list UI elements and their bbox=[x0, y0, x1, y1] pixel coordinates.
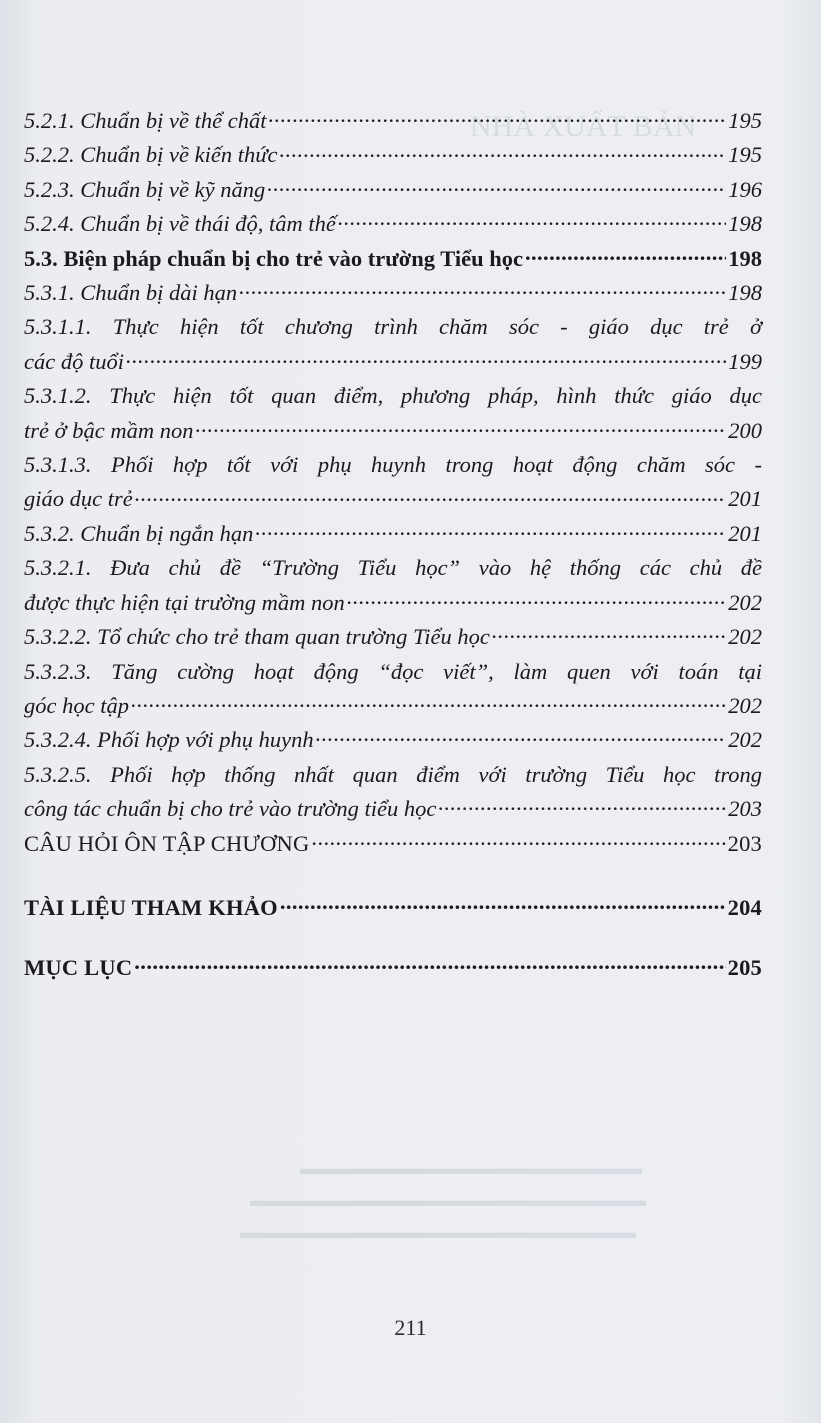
toc-entry-first-line: 5.3.1.2. Thực hiện tốt quan điểm, phương pháp, hình thức giáo dục bbox=[24, 383, 762, 409]
toc-entry-page: 201 bbox=[728, 486, 762, 512]
toc-entry-first-line: 5.3.1.1. Thực hiện tốt chương trình chăm sóc - giáo dục trẻ ở bbox=[24, 314, 762, 340]
toc-entry-5-3-2 bbox=[24, 517, 762, 551]
toc-entry-5-2-3 bbox=[24, 173, 762, 207]
dot-leader bbox=[134, 953, 725, 976]
toc-entry-first-line: 5.3.1.3. Phối hợp tốt với phụ huynh trong hoạt động chăm sóc - bbox=[24, 452, 762, 478]
toc-entry-label: TÀI LIỆU THAM KHẢO bbox=[24, 894, 278, 920]
toc-entry-5-3-2-2 bbox=[24, 620, 762, 654]
toc-entry-5-2-4 bbox=[24, 207, 762, 241]
toc-entry-label: CÂU HỎI ÔN TẬP CHƯƠNG bbox=[24, 830, 310, 856]
toc-entry-label: 5.3.2.4. Phối hợp với phụ huynh bbox=[24, 727, 314, 753]
toc-entry-label: 5.3. Biện pháp chuẩn bị cho trẻ vào trường Tiểu học bbox=[24, 245, 523, 271]
toc-entry-page: 203 bbox=[728, 796, 762, 822]
show-through-text: NHÀ XUẤT BẢN ▬▬▬▬▬▬▬▬▬▬▬▬▬▬▬▬▬▬▬ ▬▬▬▬▬▬▬▬▬▬▬▬▬▬▬▬▬▬▬▬▬▬ ▬▬▬▬▬▬▬▬▬▬▬▬▬▬▬▬▬▬▬▬▬▬ bbox=[240, 110, 697, 1242]
dot-leader bbox=[131, 690, 726, 713]
dot-leader bbox=[196, 415, 727, 438]
toc-entry-label: 5.2.4. Chuẩn bị về thái độ, tâm thế bbox=[24, 211, 336, 237]
toc-entry-label: 5.3.2. Chuẩn bị ngắn hạn bbox=[24, 520, 254, 546]
toc-entry-5-3-2-3 bbox=[24, 655, 762, 724]
toc-entry-page: 202 bbox=[728, 692, 762, 718]
toc-entry-5-2-1 bbox=[24, 104, 762, 138]
toc-entry-page: 202 bbox=[728, 727, 762, 753]
dot-leader bbox=[316, 725, 727, 748]
dot-leader bbox=[135, 484, 727, 507]
toc-entry-contents bbox=[24, 951, 762, 985]
toc-entry-label: trẻ ở bậc mầm non bbox=[24, 417, 194, 443]
toc-entry-page: 198 bbox=[728, 280, 762, 306]
toc-entry-5-3-1-2 bbox=[24, 379, 762, 448]
toc-entry-page: 205 bbox=[727, 955, 762, 981]
toc-entry-page: 200 bbox=[728, 417, 762, 443]
toc-entry-page: 202 bbox=[728, 589, 762, 615]
toc-entry-label: giáo dục trẻ bbox=[24, 486, 133, 512]
dot-leader bbox=[280, 892, 726, 915]
toc-entry-page: 196 bbox=[728, 176, 762, 202]
toc-entry-label: công tác chuẩn bị cho trẻ vào trường tiểu học bbox=[24, 796, 437, 822]
dot-leader bbox=[492, 622, 726, 645]
toc-entry-label: các độ tuổi bbox=[24, 348, 124, 374]
toc-entry-label: MỤC LỤC bbox=[24, 955, 133, 981]
toc-entry-page: 201 bbox=[728, 520, 762, 546]
toc-entry-5-3-1-1 bbox=[24, 310, 762, 379]
toc-entry-page: 195 bbox=[728, 142, 762, 168]
toc-entry-page: 203 bbox=[727, 830, 762, 856]
toc-entry-5-3-2-5 bbox=[24, 758, 762, 827]
toc-entry-page: 204 bbox=[727, 894, 762, 920]
toc-entry-first-line: 5.3.2.3. Tăng cường hoạt động “đọc viết”, làm quen với toán tại bbox=[24, 658, 762, 684]
dot-leader bbox=[525, 243, 726, 266]
toc-entry-label: được thực hiện tại trường mầm non bbox=[24, 589, 345, 615]
toc-entry-label: góc học tập bbox=[24, 692, 129, 718]
toc-entry-5-3-1 bbox=[24, 276, 762, 310]
toc-entry-page: 198 bbox=[728, 211, 762, 237]
section-spacer bbox=[24, 861, 762, 891]
toc-entry-references bbox=[24, 891, 762, 925]
dot-leader bbox=[126, 346, 726, 369]
toc-entry-5-3-1-3 bbox=[24, 448, 762, 517]
dot-leader bbox=[255, 518, 726, 541]
dot-leader bbox=[338, 209, 726, 232]
dot-leader bbox=[311, 828, 725, 851]
toc-entry-label: 5.3.2.2. Tổ chức cho trẻ tham quan trường Tiểu học bbox=[24, 624, 490, 650]
toc-entry-first-line: 5.3.2.5. Phối hợp thống nhất quan điểm với trường Tiểu học trong bbox=[24, 761, 762, 787]
dot-leader bbox=[267, 174, 726, 197]
toc-entry-label: 5.2.2. Chuẩn bị về kiến thức bbox=[24, 142, 278, 168]
toc-entry-label: 5.3.1. Chuẩn bị dài hạn bbox=[24, 280, 238, 306]
table-of-contents bbox=[24, 104, 762, 986]
toc-entry-page: 195 bbox=[728, 108, 762, 133]
toc-entry-first-line: 5.3.2.1. Đưa chủ đề “Trường Tiểu học” vào hệ thống các chủ đề bbox=[24, 555, 762, 581]
toc-entry-5-3 bbox=[24, 242, 762, 276]
dot-leader bbox=[438, 794, 726, 817]
dot-leader bbox=[279, 140, 726, 163]
toc-entry-page: 202 bbox=[728, 624, 762, 650]
toc-entry-page: 199 bbox=[728, 348, 762, 374]
toc-entry-label: 5.2.3. Chuẩn bị về kỹ năng bbox=[24, 176, 266, 202]
toc-entry-5-3-2-1 bbox=[24, 551, 762, 620]
toc-entry-5-3-2-4 bbox=[24, 723, 762, 757]
page-number: 211 bbox=[394, 1315, 427, 1340]
toc-entry-label: 5.2.1. Chuẩn bị về thể chất bbox=[24, 108, 267, 133]
dot-leader bbox=[268, 106, 726, 129]
dot-leader bbox=[347, 587, 726, 610]
toc-entry-review-questions bbox=[24, 827, 762, 861]
dot-leader bbox=[239, 278, 726, 301]
section-spacer bbox=[24, 925, 762, 951]
toc-entry-page: 198 bbox=[728, 245, 762, 271]
toc-entry-5-2-2 bbox=[24, 138, 762, 172]
